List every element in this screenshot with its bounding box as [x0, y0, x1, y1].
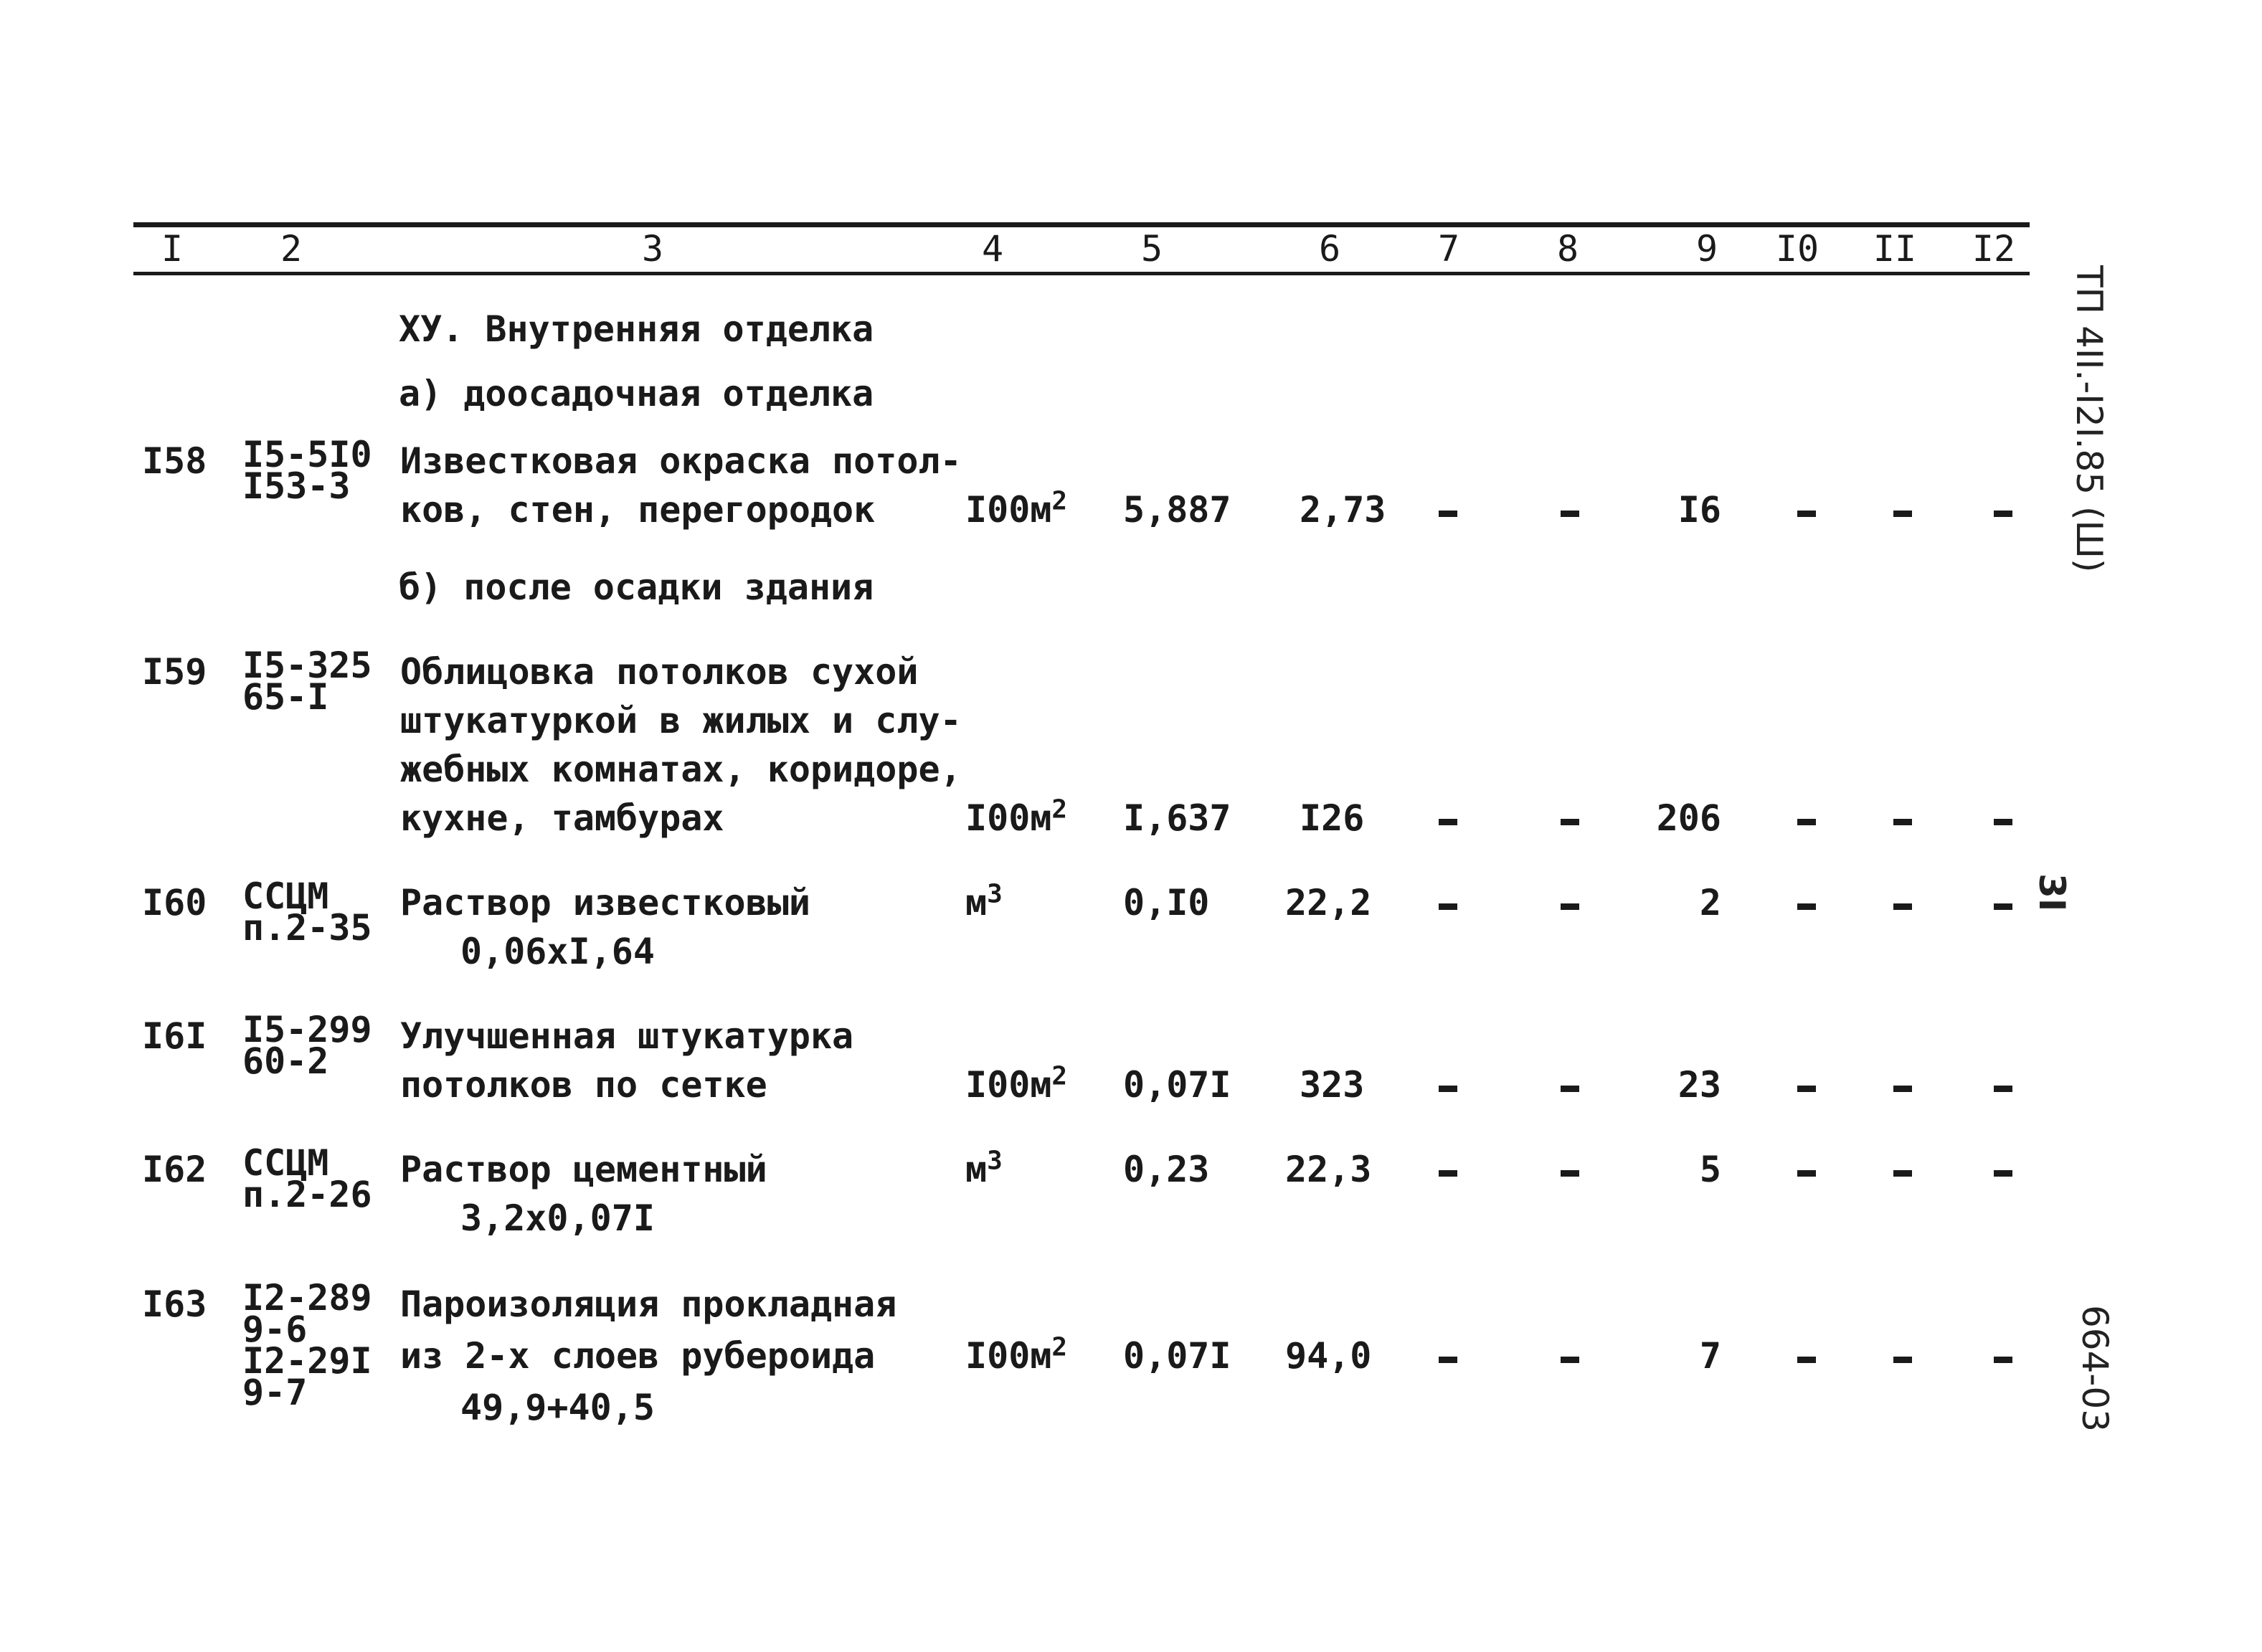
header-col-10: I0 [1775, 228, 1819, 270]
header-col-4: 4 [981, 228, 1004, 270]
header-col-6: 6 [1318, 228, 1341, 270]
row-unit [965, 488, 1067, 532]
row-quantity: 0,I0 [1123, 882, 1210, 924]
header-col-8: 8 [1556, 228, 1579, 270]
unit-exponent: 3 [987, 879, 1003, 909]
row-description: 3,2х0,07I [460, 1197, 655, 1239]
row-col9: 7 [1699, 1335, 1721, 1377]
row-description: кухне, тамбурах [400, 797, 724, 839]
dash-col11 [1893, 1086, 1912, 1092]
unit-exponent: 2 [1051, 486, 1068, 516]
row-quantity: I,637 [1123, 797, 1231, 839]
dash-col8 [1561, 1086, 1579, 1092]
dash-col12 [1994, 819, 2012, 825]
margin-album-code: 664-03 [2074, 1305, 2116, 1433]
row-unit [965, 1063, 1067, 1107]
header-col-5: 5 [1140, 228, 1163, 270]
dash-col7 [1439, 903, 1457, 910]
row-col9: 2 [1699, 882, 1721, 924]
row-code: I5-325 [242, 645, 372, 686]
row-description: Раствор цементный [400, 1149, 767, 1190]
margin-doc-code: ТП 4II.-I2I.85 (Ш) [2068, 265, 2110, 573]
row-description: ков, стен, перегородок [400, 489, 876, 531]
row-col9: I6 [1677, 489, 1721, 531]
row-unit [965, 796, 1067, 840]
dash-col8 [1561, 511, 1579, 517]
row-description: Улучшенная штукатурка [400, 1015, 854, 1057]
header-col-2: 2 [280, 228, 303, 270]
dash-col11 [1893, 1170, 1912, 1177]
unit-text: м [965, 882, 988, 924]
section-title: ХУ. Внутренняя отделка [399, 308, 874, 350]
row-price: 22,3 [1285, 1149, 1372, 1190]
dash-col8 [1561, 903, 1579, 910]
row-code: I5-299 [242, 1009, 372, 1050]
dash-col12 [1994, 1170, 2012, 1177]
row-code: I2-29I [242, 1340, 372, 1382]
unit-text: I00м [965, 1064, 1052, 1106]
header-col-9: 9 [1695, 228, 1718, 270]
row-code: ССЦМ [242, 1142, 329, 1184]
row-number: I63 [142, 1283, 207, 1325]
unit-exponent: 2 [1051, 1061, 1068, 1091]
header-col-1: I [161, 228, 184, 270]
row-number: I62 [142, 1149, 207, 1190]
header-col-7: 7 [1437, 228, 1460, 270]
dash-col10 [1797, 1357, 1816, 1363]
row-quantity: 0,07I [1123, 1064, 1231, 1106]
dash-col12 [1994, 511, 2012, 517]
unit-exponent: 2 [1051, 1332, 1068, 1362]
unit-text: м [965, 1149, 988, 1190]
row-price: 22,2 [1285, 882, 1372, 924]
row-description: Известковая окраска потол- [400, 440, 962, 482]
unit-text: I00м [965, 797, 1052, 839]
row-col9: 206 [1656, 797, 1721, 839]
row-code: 9-7 [242, 1372, 308, 1413]
row-code: 9-6 [242, 1309, 308, 1350]
row-description: штукатуркой в жилых и слу- [400, 700, 962, 741]
subsection-a: а) доосадочная отделка [399, 373, 874, 414]
row-description: 49,9+40,5 [460, 1387, 655, 1428]
row-code: ССЦМ [242, 875, 329, 917]
row-code: 65-I [242, 676, 329, 718]
row-number: I59 [142, 651, 207, 693]
dash-col7 [1439, 511, 1457, 517]
header-col-11: II [1873, 228, 1917, 270]
row-code: I53-3 [242, 465, 351, 507]
unit-exponent: 2 [1051, 794, 1068, 825]
row-unit [965, 1334, 1067, 1378]
subsection-b: б) после осадки здания [399, 566, 874, 608]
row-col9: 5 [1699, 1149, 1721, 1190]
row-code: I2-289 [242, 1277, 372, 1319]
row-price: I26 [1300, 797, 1365, 839]
unit-text: I00м [965, 489, 1052, 531]
dash-col11 [1893, 819, 1912, 825]
dash-col11 [1893, 1357, 1912, 1363]
row-unit [965, 1147, 1003, 1192]
dash-col8 [1561, 819, 1579, 825]
row-code: п.2-35 [242, 907, 372, 949]
row-description: потолков по сетке [400, 1064, 767, 1106]
row-quantity: 5,887 [1123, 489, 1231, 531]
row-price: 94,0 [1285, 1335, 1372, 1377]
row-price: 323 [1300, 1064, 1365, 1106]
row-description: Облицовка потолков сухой [400, 651, 919, 693]
dash-col12 [1994, 903, 2012, 910]
dash-col7 [1439, 1170, 1457, 1177]
row-description: Пароизоляция прокладная [400, 1283, 897, 1325]
row-quantity: 0,23 [1123, 1149, 1210, 1190]
row-code: 60-2 [242, 1040, 329, 1082]
row-price: 2,73 [1300, 489, 1386, 531]
dash-col8 [1561, 1170, 1579, 1177]
dash-col7 [1439, 819, 1457, 825]
row-description: Раствор известковый [400, 882, 810, 924]
dash-col10 [1797, 903, 1816, 910]
dash-col10 [1797, 511, 1816, 517]
dash-col8 [1561, 1357, 1579, 1363]
row-description: 0,06хI,64 [460, 931, 655, 972]
dash-col11 [1893, 903, 1912, 910]
row-unit [965, 880, 1003, 925]
dash-col7 [1439, 1357, 1457, 1363]
row-code: I5-5I0 [242, 434, 372, 475]
header-col-12: I2 [1972, 228, 2016, 270]
row-quantity: 0,07I [1123, 1335, 1231, 1377]
row-code: п.2-26 [242, 1174, 372, 1215]
header-col-3: 3 [641, 228, 664, 270]
dash-col11 [1893, 511, 1912, 517]
row-description: жебных комнатах, коридоре, [400, 749, 962, 790]
row-col9: 23 [1677, 1064, 1721, 1106]
row-description: из 2-х слоев рубероида [400, 1335, 876, 1377]
dash-col10 [1797, 819, 1816, 825]
dash-col12 [1994, 1086, 2012, 1092]
unit-exponent: 3 [987, 1146, 1003, 1176]
dash-col12 [1994, 1357, 2012, 1363]
row-number: I6I [142, 1015, 207, 1057]
dash-col10 [1797, 1086, 1816, 1092]
dash-col10 [1797, 1170, 1816, 1177]
table-header-rule [133, 272, 2030, 275]
margin-page-number: 3I [2031, 873, 2073, 912]
dash-col7 [1439, 1086, 1457, 1092]
row-number: I58 [142, 440, 207, 482]
unit-text: I00м [965, 1335, 1052, 1377]
row-number: I60 [142, 882, 207, 924]
